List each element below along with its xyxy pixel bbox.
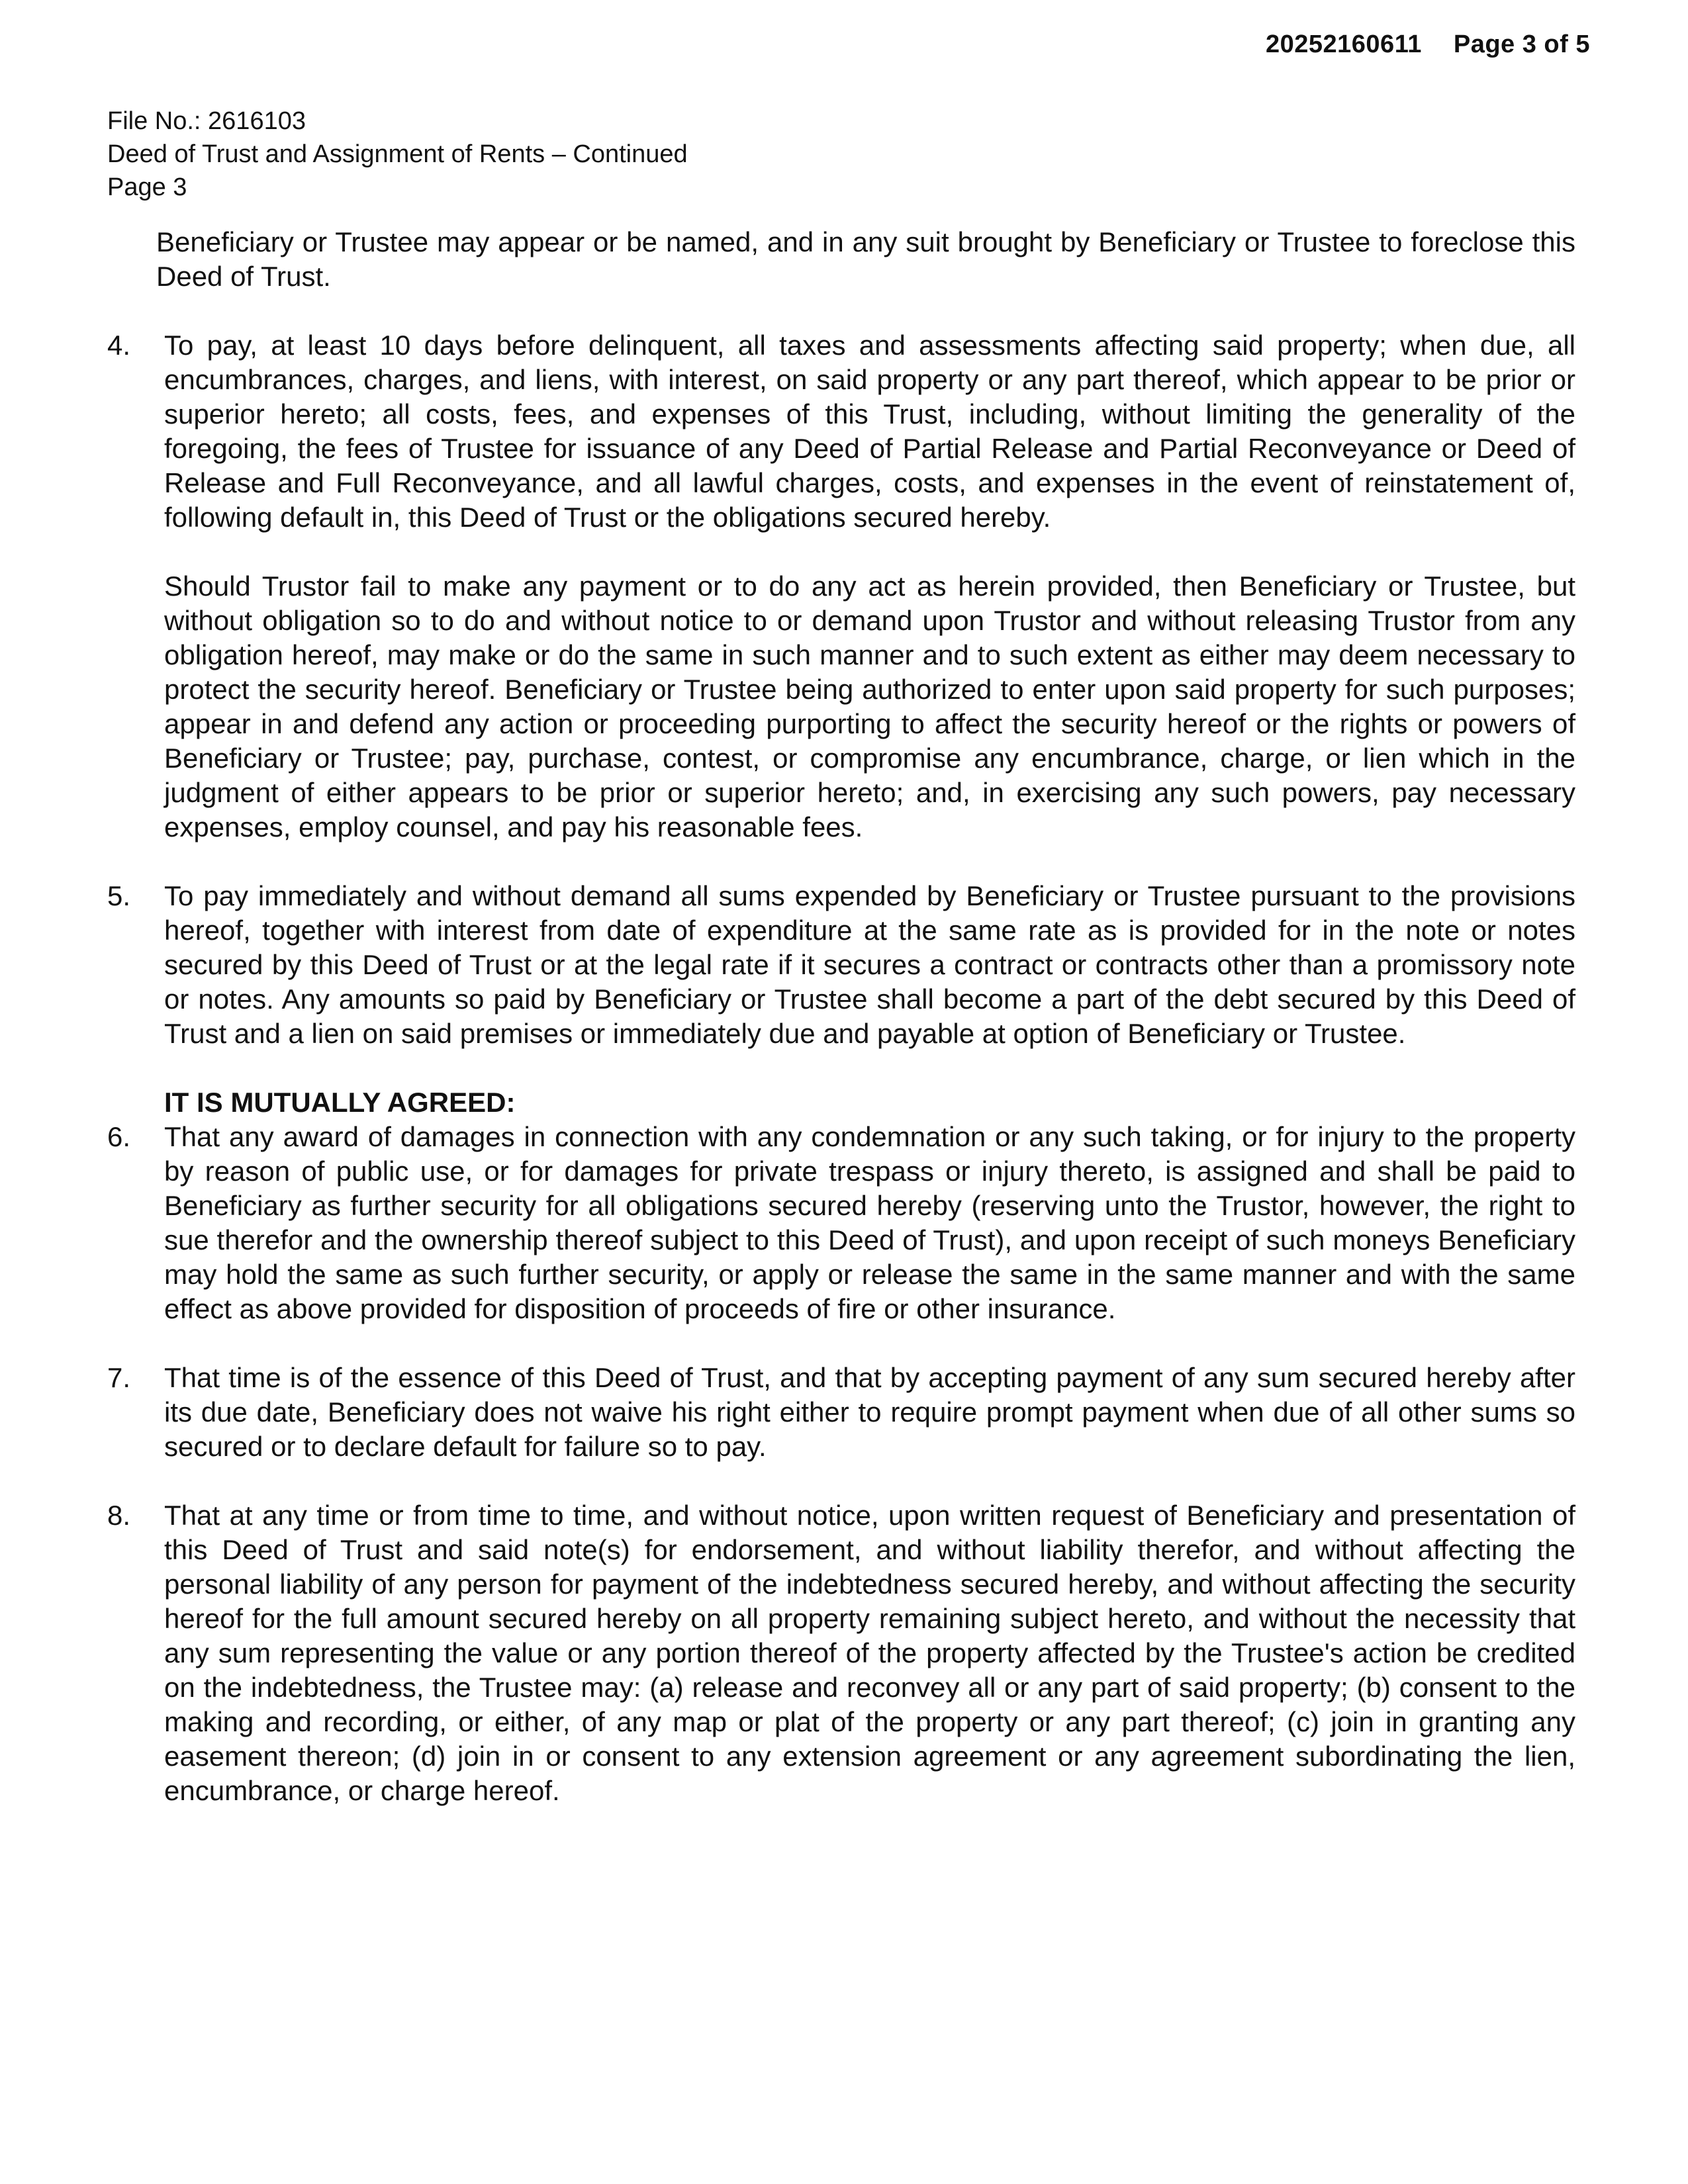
clause-8-text: That at any time or from time to time, and without notice, upon written request of Beneficiary and presentation of this Deed of Trust and said note(s) for endorsement, and without liability therefor, and without affecting the personal liability of any person for payment of the indebtedness secured hereby, and without affecting the security hereof for the full amount secured hereby on all property remaining subject hereto, and without the necessity that any sum representing the value or any portion thereof of the property affected by the Trustee's action be credited on the indebtedness, the Trustee may: (a) release and reconvey all or any part of said property; (b) consent to the making and recording, or either, of any map or plat of the property or any part thereof; (c) join in granting any easement thereon; (d) join in or consent to any extension agreement or any agreement subordinating the lien, encumbrance, or charge hereof. (164, 1500, 1575, 1806)
document-body (107, 225, 1575, 1843)
section-heading: IT IS MUTUALLY AGREED: (164, 1087, 516, 1118)
document-title: Deed of Trust and Assignment of Rents – Continued (107, 140, 688, 168)
document-number: 20252160611 (1265, 30, 1422, 58)
file-number: File No.: 2616103 (107, 107, 306, 135)
clause-number: 4. (107, 330, 131, 361)
clause-4-text-2: Should Trustor fail to make any payment or to do any act as herein provided, then Beneficiary or Trustee, but without obligation so to do and without notice to or demand upon Trustor and without releasing Trustor from any obligation hereof, may make or do the same in such manner and to such extent as either may deem necessary to protect the security hereof. Beneficiary or Trustee being authorized to enter upon said property for such purposes; appear in and defend any action or proceeding purporting to affect the security hereof or the rights or powers of Beneficiary or Trustee; pay, purchase, contest, or compromise any encumbrance, charge, or lien which in the judgment of either appears to be prior or superior hereto; and, in exercising any such powers, pay necessary expenses, employ counsel, and pay his reasonable fees. (164, 570, 1575, 842)
file-info-block (107, 105, 688, 204)
clause-number: 7. (107, 1362, 131, 1393)
clause-4-text: To pay, at least 10 days before delinquent, all taxes and assessments affecting said property; when due, all encumbrances, charges, and liens, with interest, on said property or any part thereof, which appear to be prior or superior hereto; all costs, fees, and expenses of this Trust, including, without limiting the generality of the foregoing, the fees of Trustee for issuance of any Deed of Partial Release and Partial Reconveyance or Deed of Release and Full Reconveyance, and all lawful charges, costs, and expenses in the event of reinstatement of, following default in, this Deed of Trust or the obligations secured hereby. (164, 330, 1575, 533)
clause-5 (107, 879, 1575, 1051)
clause-number: 5. (107, 880, 131, 911)
continued-paragraph: Beneficiary or Trustee may appear or be named, and in any suit brought by Beneficiary or Trustee to foreclose this Deed of Trust. (156, 226, 1575, 292)
clause-5-text: To pay immediately and without demand all sums expended by Beneficiary or Trustee pursuant to the provisions hereof, together with interest from date of expenditure at the same rate as is provided for in the note or notes secured by this Deed of Trust or at the legal rate if it secures a contract or contracts other than a promissory note or notes. Any amounts so paid by Beneficiary or Trustee shall become a part of the debt secured by this Deed of Trust and a lien on said premises or immediately due and payable at option of Beneficiary or Trustee. (164, 880, 1575, 1049)
clause-4 (107, 328, 1575, 844)
clause-7-text: That time is of the essence of this Deed of Trust, and that by accepting payment of any sum secured hereby after its due date, Beneficiary does not waive his right either to require prompt payment when due of all other sums so secured or to declare default for failure so to pay. (164, 1362, 1575, 1462)
clause-number: 6. (107, 1121, 131, 1152)
clause-8 (107, 1498, 1575, 1808)
page-header (1266, 30, 1590, 59)
clause-6 (107, 1120, 1575, 1326)
clause-6-text: That any award of damages in connection with any condemnation or any such taking, or for injury to the property by reason of public use, or for damages for private trespass or injury thereto, is assigned and shall be paid to Beneficiary as further security for all obligations secured hereby (reserving unto the Trustor, however, the right to sue therefor and the ownership thereof subject to this Deed of Trust), and upon receipt of such moneys Beneficiary may hold the same as such further security, or apply or release the same in the same manner and with the same effect as above provided for disposition of proceeds of fire or other insurance. (164, 1121, 1575, 1324)
clause-number: 8. (107, 1500, 131, 1531)
clause-7 (107, 1361, 1575, 1464)
page-number: Page 3 (107, 173, 187, 201)
page-label: Page 3 of 5 (1453, 30, 1590, 58)
